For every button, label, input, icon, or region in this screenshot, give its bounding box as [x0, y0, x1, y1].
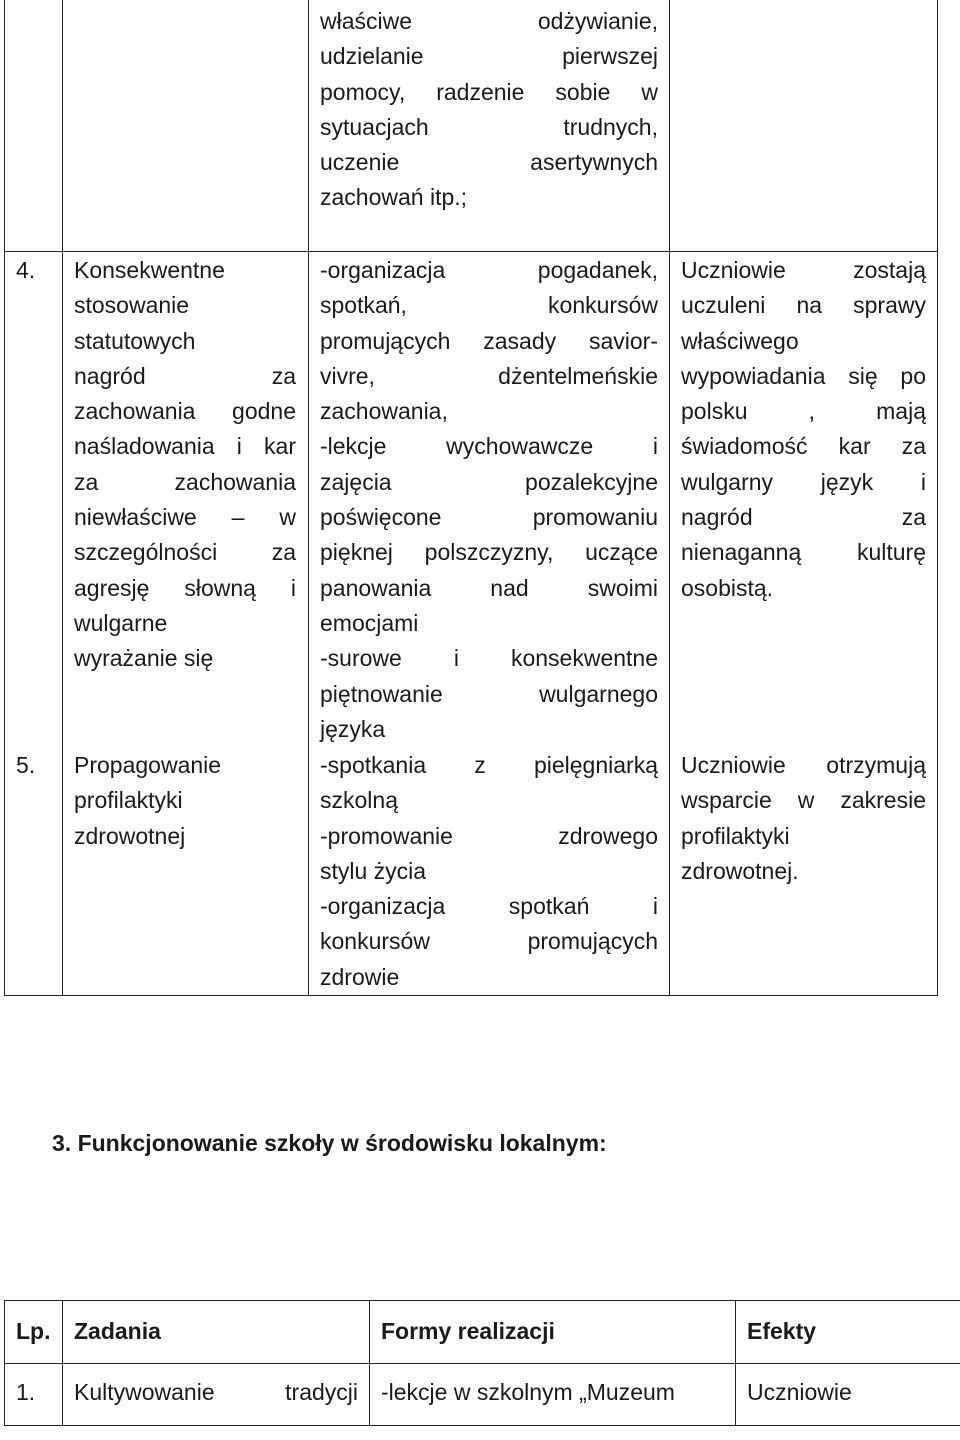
row4-task-line: agresję słowną i [74, 574, 296, 601]
row4-task-line: nagród za [74, 362, 296, 389]
row0-forms-line: udzielanie pierwszej [320, 43, 658, 70]
row4-forms-line: języka [320, 715, 386, 742]
row4-task-cell [74, 253, 296, 677]
table2-row1-forms: -lekcje w szkolnym „Muzeum [381, 1379, 675, 1405]
table2-border-top [4, 1300, 960, 1301]
row4-forms-line: spotkań, konkursów [320, 292, 658, 319]
row4-forms-line: piętnowanie wulgarnego [320, 680, 658, 707]
row4-effects-line: właściwego [681, 327, 799, 354]
table1-border-left [4, 0, 5, 996]
row0-forms-line: sytuacjach trudnych, [320, 113, 658, 140]
row4-effects-line: świadomość kar za [681, 433, 926, 460]
row4-forms-cell [320, 253, 658, 747]
row4-forms-line: pięknej polszczyzny, uczące [320, 539, 658, 566]
row4-forms-line: promujących zasady savior- [320, 327, 658, 354]
row4-forms-line: zajęcia pozalekcyjne [320, 468, 658, 495]
row5-forms-line: -organizacja spotkań i [320, 893, 658, 920]
table2-header-tasks: Zadania [74, 1318, 161, 1344]
row5-task-line: profilaktyki [74, 787, 183, 814]
row4-forms-line: poświęcone promowaniu [320, 504, 658, 531]
row5-forms-line: stylu życia [320, 857, 427, 884]
row5-forms-line: -spotkania z pielęgniarką [320, 752, 658, 778]
row0-forms-line: właściwe odżywianie, [320, 8, 658, 34]
row4-effects-line: Uczniowie zostają [681, 257, 926, 283]
table2-header-forms: Formy realizacji [381, 1318, 555, 1344]
row0-forms-cell [320, 4, 658, 216]
row4-task-line: szczególności za [74, 539, 296, 566]
table2-row1-task: Kultywowanie tradycji [74, 1379, 358, 1405]
table2-row1-number: 1. [16, 1379, 36, 1405]
table2-header-lp: Lp. [16, 1318, 51, 1344]
row4-number: 4. [16, 257, 36, 283]
row4-task-line: niewłaściwe – w [74, 504, 296, 531]
table2-header-effects: Efekty [747, 1318, 817, 1344]
row4-task-line: za zachowania [74, 468, 296, 495]
row5-number: 5. [16, 752, 36, 778]
row5-task-line: zdrowotnej [74, 822, 186, 849]
row5-forms-line: zdrowie [320, 963, 400, 990]
table1-border-right [937, 0, 938, 996]
row4-effects-line: nienaganną kulturę [681, 539, 926, 566]
row4-task-line: wyrażanie się [74, 645, 214, 672]
row4-forms-line: -organizacja pogadanek, [320, 257, 658, 283]
row4-forms-line: emocjami [320, 609, 419, 636]
row0-forms-line: zachowań itp.; [320, 184, 468, 211]
row4-forms-line: -lekcje wychowawcze i [320, 433, 658, 460]
row4-forms-line: vivre, dżentelmeńskie [320, 362, 658, 389]
row5-effects-cell [681, 748, 926, 889]
row5-effects-line: profilaktyki [681, 822, 790, 849]
row4-effects-cell [681, 253, 926, 606]
row4-forms-line: zachowania, [320, 398, 448, 425]
row4-effects-line: wulgarny język i [681, 468, 926, 495]
table1-border-row-divider [4, 251, 938, 252]
row4-effects-line: uczuleni na sprawy [681, 292, 926, 319]
row0-forms-line: pomocy, radzenie sobie w [320, 78, 658, 105]
table2-border-bottom [4, 1425, 960, 1426]
table1-border-col2 [308, 0, 309, 996]
row5-task-cell [74, 748, 296, 854]
table2-border-col3 [735, 1300, 736, 1426]
row4-effects-line: osobistą. [681, 574, 774, 601]
row5-effects-line: wsparcie w zakresie [681, 787, 926, 814]
row4-task-line: naśladowania i kar [74, 433, 296, 460]
table2-border-left [4, 1300, 5, 1426]
table1-border-col3 [669, 0, 670, 996]
row4-task-line: wulgarne [74, 609, 168, 636]
row4-task-line: stosowanie [74, 292, 190, 319]
row5-effects-line: zdrowotnej. [681, 857, 799, 884]
row4-effects-line: wypowiadania się po [681, 362, 926, 389]
row4-forms-line: -surowe i konsekwentne [320, 645, 658, 672]
row5-effects-line: Uczniowie otrzymują [681, 752, 926, 778]
row4-effects-line: polsku , mają [681, 398, 926, 425]
row0-forms-line: uczenie asertywnych [320, 149, 658, 176]
row5-forms-line: szkolną [320, 787, 398, 814]
row4-task-line: Konsekwentne [74, 257, 225, 283]
row5-forms-line: konkursów promujących [320, 928, 658, 955]
table1-border-bottom [4, 995, 938, 996]
row5-forms-cell [320, 748, 658, 995]
row5-forms-line: -promowanie zdrowego [320, 822, 658, 849]
table2-border-header-divider [4, 1363, 960, 1364]
row4-task-line: statutowych [74, 327, 196, 354]
row5-task-line: Propagowanie [74, 752, 222, 778]
table2-row1-effects: Uczniowie [747, 1379, 852, 1405]
table1-border-col1 [62, 0, 63, 996]
row4-task-line: zachowania godne [74, 398, 296, 425]
section-heading: 3. Funkcjonowanie szkoły w środowisku lokalnym: [52, 1130, 607, 1156]
row4-forms-line: panowania nad swoimi [320, 574, 658, 601]
table2-border-col2 [369, 1300, 370, 1426]
table2-border-col1 [62, 1300, 63, 1426]
row4-effects-line: nagród za [681, 504, 926, 531]
